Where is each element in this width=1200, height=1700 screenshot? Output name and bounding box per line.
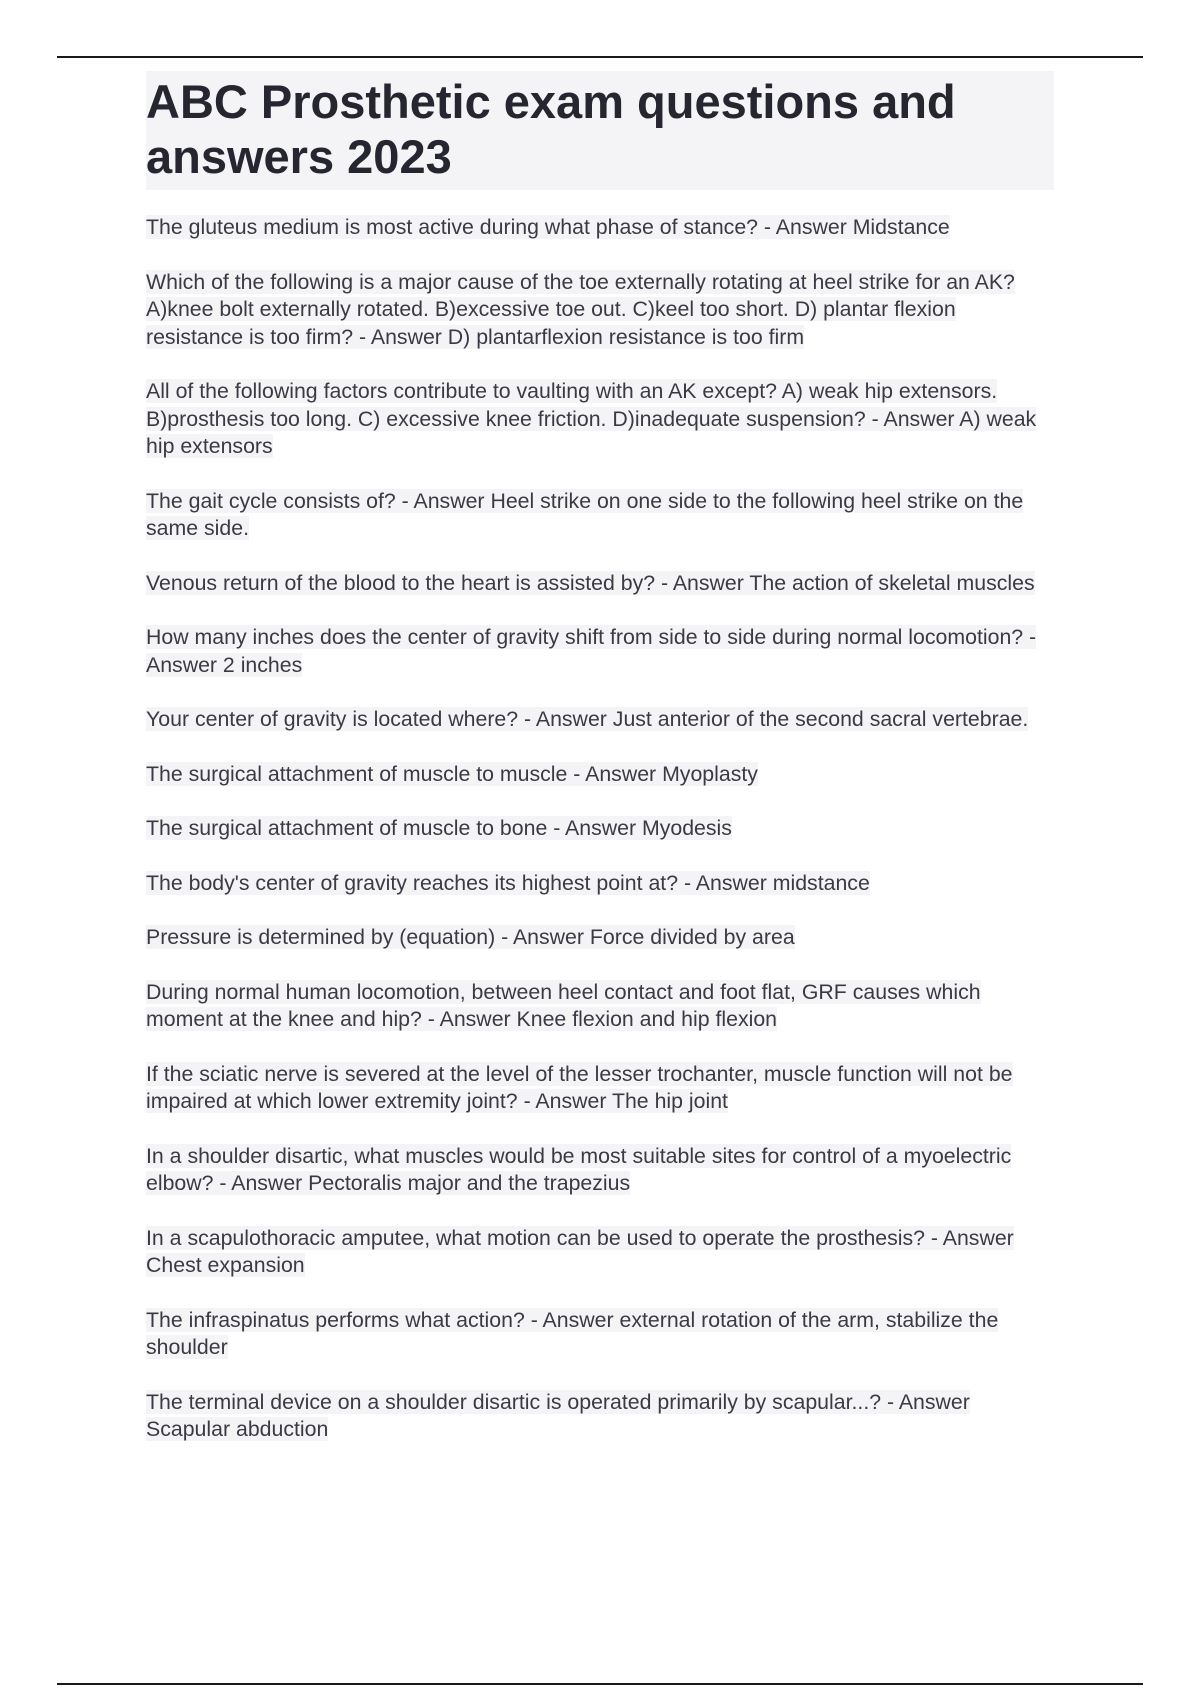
qa-text: During normal human locomotion, between heel contact and foot flat, GRF causes which moment at the knee and hip? - Answer Knee flexion and hip flexion (146, 979, 981, 1031)
qa-item (146, 870, 1054, 898)
qa-text: The surgical attachment of muscle to muscle - Answer Myoplasty (146, 761, 758, 786)
qa-text: The gluteus medium is most active during what phase of stance? - Answer Midstance (146, 215, 950, 239)
bottom-divider (57, 1683, 1143, 1685)
qa-item (146, 706, 1054, 734)
qa-item (146, 378, 1054, 461)
qa-item (146, 815, 1054, 843)
qa-text: In a scapulothoracic amputee, what motion can be used to operate the prosthesis? - Answer Chest expansion (146, 1225, 1014, 1277)
qa-text: How many inches does the center of gravity shift from side to side during normal locomotion? - Answer 2 inches (146, 625, 1037, 677)
qa-item (146, 924, 1054, 952)
qa-list (146, 214, 1054, 1444)
qa-item (146, 1143, 1054, 1198)
document-content (146, 71, 1054, 1471)
qa-item (146, 979, 1054, 1034)
qa-item (146, 1307, 1054, 1362)
qa-text: In a shoulder disartic, what muscles would be most suitable sites for control of a myoelectric elbow? - Answer Pectoralis major and the trapezius (146, 1143, 1012, 1195)
qa-item (146, 761, 1054, 789)
qa-item (146, 214, 1054, 242)
qa-text: The terminal device on a shoulder disartic is operated primarily by scapular...? - Answer Scapular abduction (146, 1389, 970, 1441)
qa-text: Pressure is determined by (equation) - Answer Force divided by area (146, 925, 795, 949)
qa-text: Venous return of the blood to the heart is assisted by? - Answer The action of skeletal muscles (146, 570, 1035, 595)
qa-text: The infraspinatus performs what action? - Answer external rotation of the arm, stabilize the shoulder (146, 1307, 999, 1359)
title-block (146, 71, 1054, 190)
qa-item (146, 1389, 1054, 1444)
qa-item (146, 1225, 1054, 1280)
qa-text: All of the following factors contribute to vaulting with an AK except? A) weak hip extensors. B)prosthesis too long. C) excessive knee friction. D)inadequate suspension? - Answer A) weak hip extensors (146, 379, 1037, 458)
qa-text: If the sciatic nerve is severed at the level of the lesser trochanter, muscle function will not be impaired at which lower extremity joint? - Answer The hip joint (146, 1061, 1013, 1113)
qa-text: Which of the following is a major cause of the toe externally rotating at heel strike for an AK? A)knee bolt externally rotated. B)excessive toe out. C)keel too short. D) plantar flexion resistance is too firm? - Answer D) plantarflexion resistance is too firm (146, 269, 1015, 349)
qa-item (146, 570, 1054, 598)
qa-item (146, 1061, 1054, 1116)
page-title: ABC Prosthetic exam questions and answers 2023 (146, 75, 956, 183)
qa-item (146, 488, 1054, 543)
qa-text: The gait cycle consists of? - Answer Heel strike on one side to the following heel strike on the same side. (146, 488, 1024, 540)
qa-text: Your center of gravity is located where? - Answer Just anterior of the second sacral vertebrae. (146, 707, 1029, 731)
qa-text: The surgical attachment of muscle to bone - Answer Myodesis (146, 816, 732, 840)
qa-item (146, 624, 1054, 679)
qa-item (146, 269, 1054, 352)
qa-text: The body's center of gravity reaches its highest point at? - Answer midstance (146, 870, 870, 895)
top-divider (57, 56, 1143, 58)
